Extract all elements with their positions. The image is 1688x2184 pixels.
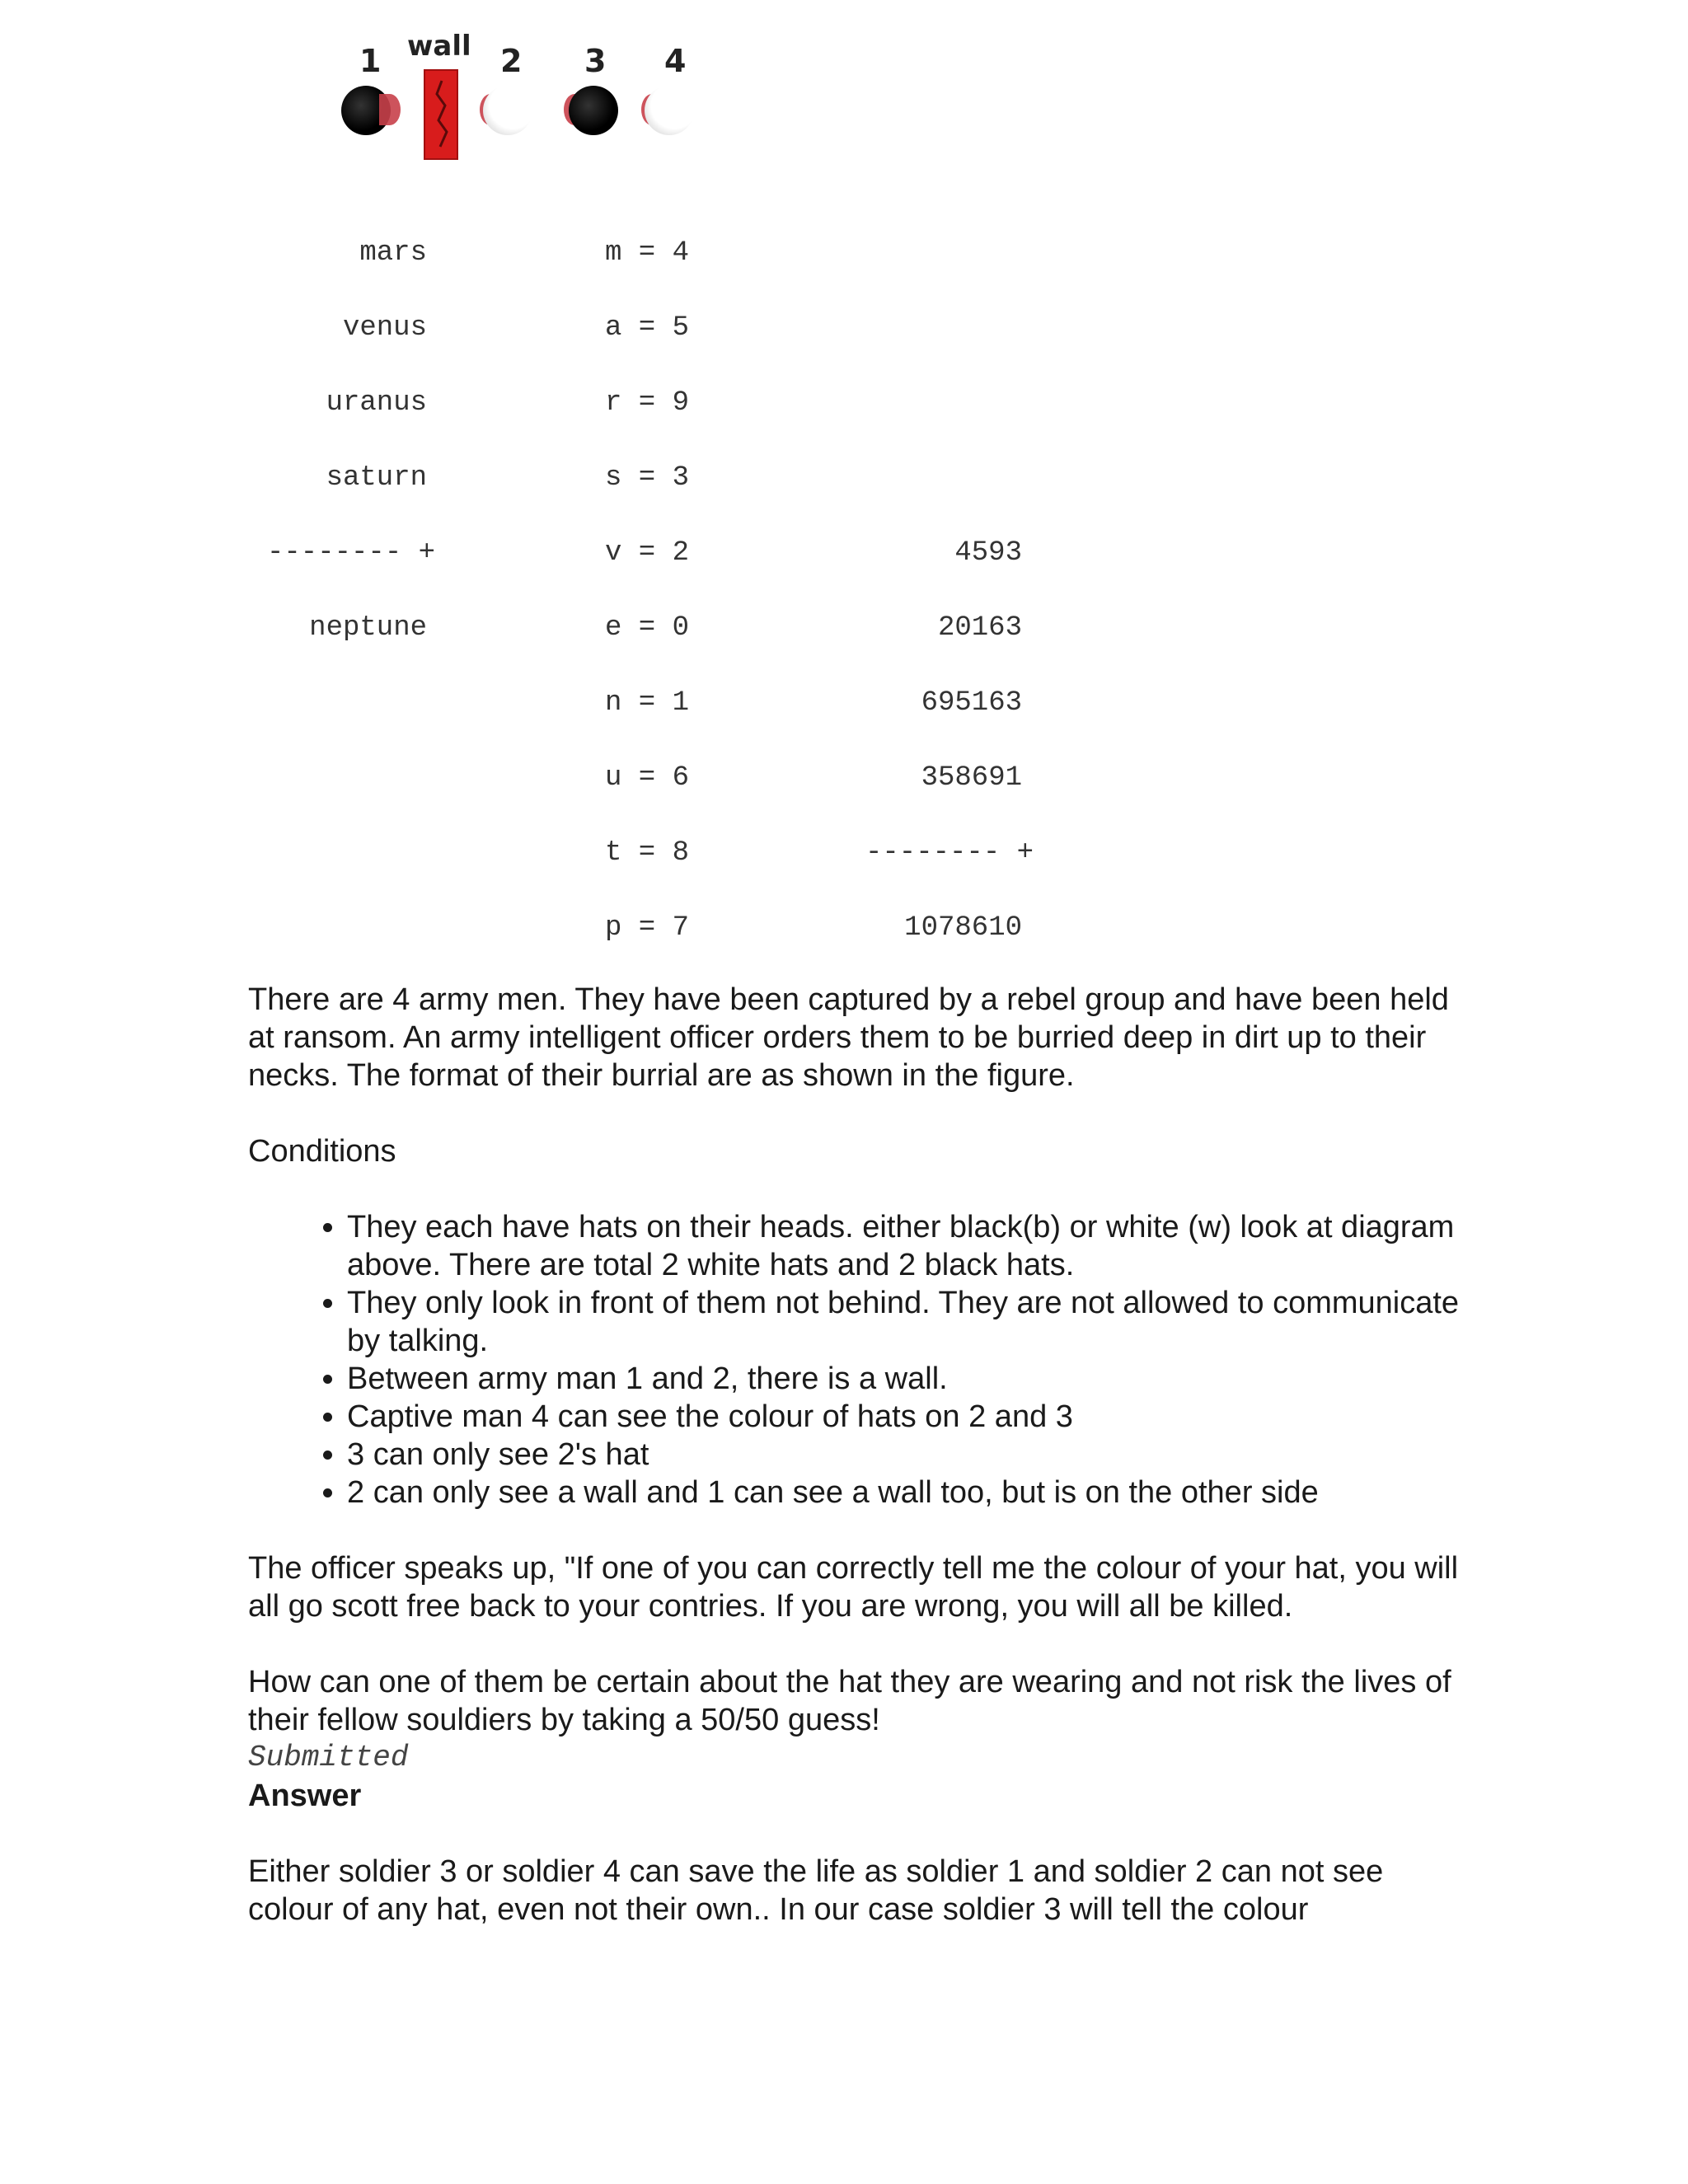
man-4-head-white [645,86,694,135]
word-saturn: saturn [326,462,427,494]
assign-n: n = 1 [605,687,690,719]
assign-t: t = 8 [605,837,690,869]
label-man-3: 3 [584,43,607,79]
sum-row-3: 695163 [921,687,1022,719]
intro-paragraph: There are 4 army men. They have been captured by a rebel group and have been held at ransom. An army intelligent officer orders them to be burried deep in dirt up to their necks. The format of their burrial are as shown in the figure. [248,982,1449,1093]
assign-v: v = 2 [605,537,690,569]
assign-a: a = 5 [605,312,690,344]
condition-item: • Captive man 4 can see the colour of hats on 2 and 3 [347,1398,1460,1436]
wall-crack-icon [432,77,452,153]
wall-block [424,69,458,160]
sum-row-2: 20163 [937,612,1022,644]
label-man-2: 2 [500,43,523,79]
officer-paragraph: The officer speaks up, "If one of you can correctly tell me the colour of your hat, you will all go scott free back to your contries. If you are wrong, you will all be killed. [248,1551,1459,1624]
assign-u: u = 6 [605,762,690,794]
sum-line: -------- + [865,837,1034,869]
man-2-head-white [483,86,532,135]
puzzle-text [248,981,1460,1929]
word-venus: venus [342,312,427,344]
word-uranus: uranus [326,387,427,419]
assign-s: s = 3 [605,462,690,494]
submitted-label: Submitted [248,1741,409,1774]
assign-e: e = 0 [605,612,690,644]
assign-m: m = 4 [605,237,690,269]
condition-item: • Between army man 1 and 2, there is a wall. [347,1360,1460,1398]
question-paragraph: How can one of them be certain about the hat they are wearing and not risk the lives of their fellow souldiers by taking a 50/50 guess! [248,1665,1451,1737]
answer-heading: Answer [248,1779,362,1813]
label-wall: wall [407,30,471,63]
assign-r: r = 9 [605,387,690,419]
sum-row-4: 358691 [921,762,1022,794]
man-3-head-black [569,86,618,135]
answer-paragraph: Either soldier 3 or soldier 4 can save the life as soldier 1 and soldier 2 can not see colour of any hat, even not their own.. In our case soldier 3 will tell the colour [248,1854,1384,1927]
condition-item: • They each have hats on their heads. either black(b) or white (w) look at diagram above. There are total 2 white hats and 2 black hats. [347,1208,1460,1284]
word-mars: mars [359,237,427,269]
condition-item: • 3 can only see 2's hat [347,1436,1460,1474]
sum-row-1: 4593 [954,537,1022,569]
label-man-4: 4 [664,43,687,79]
word-sum-line: -------- + [267,537,436,569]
label-man-1: 1 [359,43,382,79]
sum-total: 1078610 [904,912,1022,944]
man-1-hat-shadow [379,94,401,125]
word-neptune: neptune [309,612,427,644]
condition-item: • 2 can only see a wall and 1 can see a wall too, but is on the other side [347,1474,1460,1511]
condition-item: • They only look in front of them not behind. They are not allowed to communicate by talking. [347,1284,1460,1360]
conditions-list [248,1208,1460,1511]
conditions-heading: Conditions [248,1134,396,1169]
hat-diagram [328,26,724,166]
assign-p: p = 7 [605,912,690,944]
